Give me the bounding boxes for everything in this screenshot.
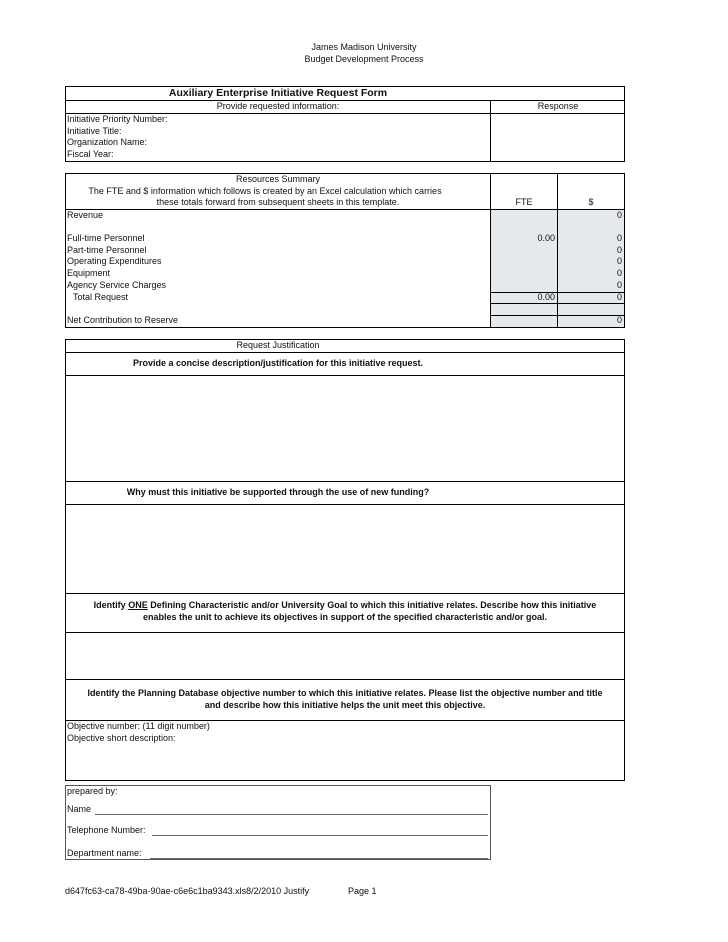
characteristic-answer-area[interactable] (66, 634, 624, 678)
footer-page-number: Page 1 (348, 886, 377, 896)
row-equipment-label: Equipment (67, 268, 111, 278)
prepared-by-label: prepared by: (67, 786, 118, 796)
row-operating-dollar: 0 (616, 256, 622, 266)
row-fulltime-dollar: 0 (616, 233, 622, 243)
objective-description-label: Objective short description: (67, 733, 176, 743)
description-answer-area[interactable] (66, 377, 624, 480)
field-priority-number: Initiative Priority Number: (67, 114, 168, 124)
row-agency-dollar: 0 (616, 280, 622, 290)
row-parttime-dollar: 0 (616, 245, 622, 255)
telephone-label: Telephone Number: (67, 825, 146, 835)
question-characteristic-line1: Identify ONE Defining Characteristic and/or University Goal to which this initiative relates. Describe how this initiative (93, 600, 597, 610)
question-description: Provide a concise description/justification for this initiative request. (132, 358, 424, 368)
question-characteristic-line2: enables the unit to achieve its objectives in support of the specified characteristic and/or goal. (142, 612, 548, 622)
resources-desc-2: these totals forward from subsequent sheets in this template. (156, 197, 400, 207)
objective-answer-area[interactable] (66, 746, 624, 779)
col-dollar-header: $ (588, 197, 594, 207)
question-new-funding: Why must this initiative be supported through the use of new funding? (126, 487, 430, 497)
row-total-fte: 0.00 (537, 292, 555, 302)
justification-title: Request Justification (236, 340, 320, 350)
resources-desc-1: The FTE and $ information which follows is created by an Excel calculation which carries (88, 186, 442, 196)
row-net-label: Net Contribution to Reserve (67, 315, 179, 325)
form-title: Auxiliary Enterprise Initiative Request Form (168, 87, 388, 99)
resources-title: Resources Summary (235, 174, 321, 184)
row-revenue-dollar: 0 (616, 210, 622, 220)
question-objective-line1: Identify the Planning Database objective number to which this initiative relates. Please list the objective number and title (87, 688, 603, 698)
objective-number-label: Objective number: (11 digit number) (67, 721, 210, 731)
col-info-header: Provide requested information: (216, 101, 340, 111)
question-objective-line2: and describe how this initiative helps the unit meet this objective. (204, 700, 486, 710)
department-label: Department name: (67, 848, 142, 858)
university-name: James Madison University (311, 42, 417, 52)
row-parttime-label: Part-time Personnel (67, 245, 147, 255)
field-organization-name: Organization Name: (67, 137, 148, 147)
name-label: Name (67, 804, 92, 814)
telephone-input-line[interactable] (152, 835, 488, 836)
response-input-area[interactable] (491, 114, 624, 161)
name-input-line[interactable] (95, 814, 488, 815)
field-initiative-title: Initiative Title: (67, 126, 122, 136)
row-fulltime-label: Full-time Personnel (67, 233, 145, 243)
footer-filename: d647fc63-ca78-49ba-90ae-c6e6c1ba9343.xls8/2/2010 Justify (65, 886, 310, 896)
row-agency-label: Agency Service Charges (67, 280, 167, 290)
department-input-line[interactable] (150, 858, 488, 859)
row-net-dollar: 0 (616, 315, 622, 325)
row-total-label: Total Request (73, 292, 129, 302)
row-fulltime-fte: 0.00 (537, 233, 555, 243)
row-revenue-label: Revenue (67, 210, 104, 220)
row-total-dollar: 0 (616, 292, 622, 302)
field-fiscal-year: Fiscal Year: (67, 149, 114, 159)
col-fte-header: FTE (515, 197, 533, 207)
row-equipment-dollar: 0 (616, 268, 622, 278)
process-name: Budget Development Process (304, 54, 424, 64)
new-funding-answer-area[interactable] (66, 506, 624, 592)
row-operating-label: Operating Expenditures (67, 256, 162, 266)
col-response-header: Response (537, 101, 579, 111)
